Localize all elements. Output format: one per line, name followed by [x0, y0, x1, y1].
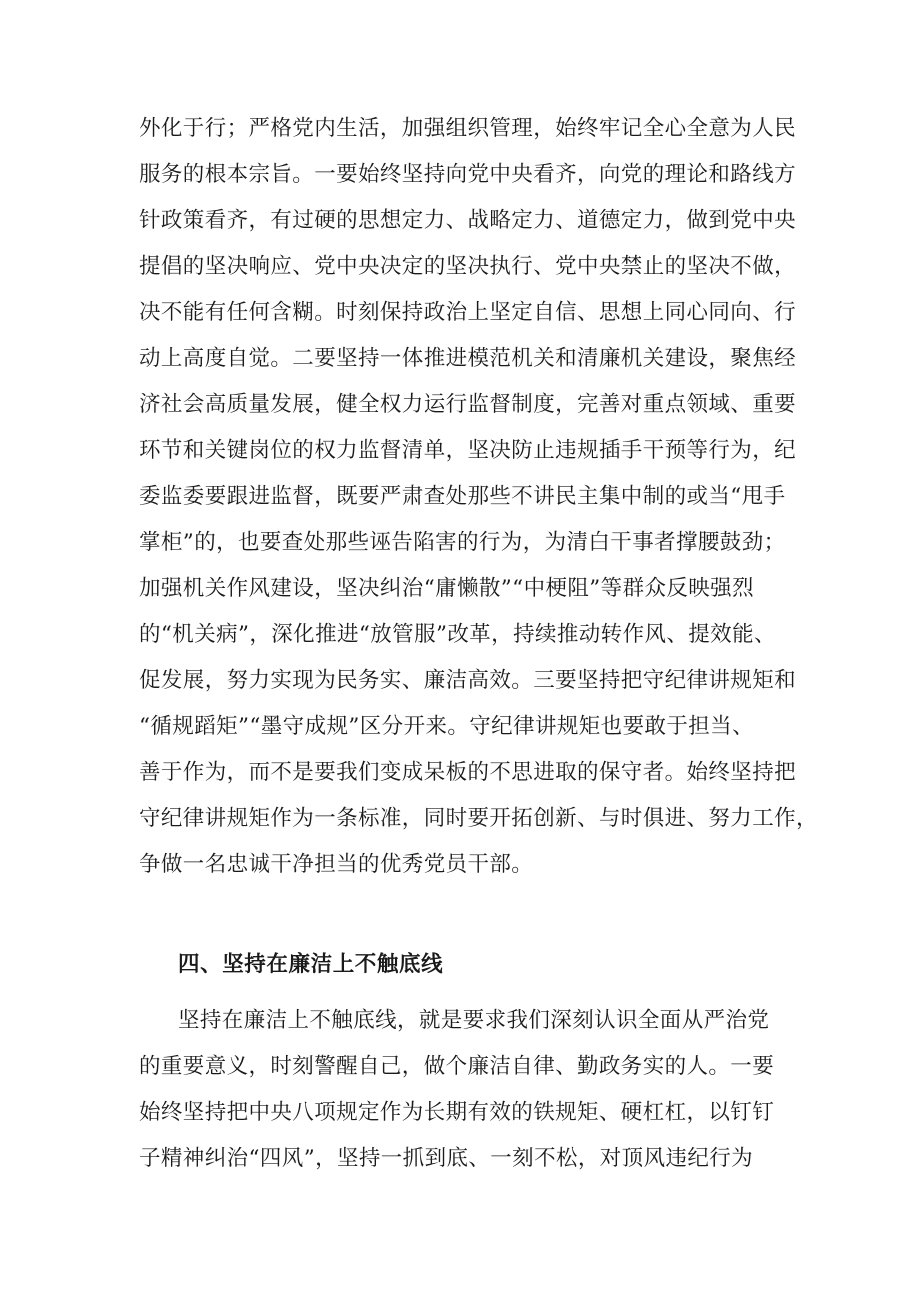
paragraph-line: 子精神纠治“四风”，坚持一抓到底、一刻不松，对顶风违纪行为: [139, 1146, 754, 1171]
paragraph-line: 针政策看齐，有过硬的思想定力、战略定力、道德定力，做到党中央: [139, 208, 797, 233]
paragraph-line: 外化于行；严格党内生活，加强组织管理，始终牢记全心全意为人民: [139, 116, 797, 141]
paragraph-line: 环节和关键岗位的权力监督清单，坚决防止违规插手干预等行为，纪: [139, 438, 797, 463]
paragraph-line: 善于作为，而不是要我们变成呆板的不思进取的保守者。始终坚持把: [139, 760, 797, 785]
paragraph-line: 服务的根本宗旨。一要始终坚持向党中央看齐，向党的理论和路线方: [139, 162, 797, 187]
paragraph-line: 济社会高质量发展，健全权力运行监督制度，完善对重点领域、重要: [139, 392, 797, 417]
paragraph-line: 守纪律讲规矩作为一条标准，同时要开拓创新、与时俱进、努力工作，: [139, 806, 818, 831]
paragraph-line: 决不能有任何含糊。时刻保持政治上坚定自信、思想上同心同向、行: [139, 300, 797, 325]
section-heading: 四、坚持在廉洁上不触底线: [178, 952, 444, 977]
paragraph-line: 促发展，努力实现为民务实、廉洁高效。三要坚持把守纪律讲规矩和: [139, 668, 797, 693]
paragraph-line: 的“机关病”，深化推进“放管服”改革，持续推动转作风、提效能、: [139, 622, 776, 647]
paragraph-line: 提倡的坚决响应、党中央决定的坚决执行、党中央禁止的坚决不做，: [139, 254, 797, 279]
paragraph-line: “循规蹈矩”“墨守成规”区分开来。守纪律讲规矩也要敢于担当、: [139, 714, 754, 739]
paragraph-line: 争做一名忠诚干净担当的优秀党员干部。: [139, 852, 534, 877]
paragraph-line: 始终坚持把中央八项规定作为长期有效的铁规矩、硬杠杠，以钉钉: [139, 1100, 775, 1125]
paragraph-line: 掌柜”的，也要查处那些诬告陷害的行为，为清白干事者撑腰鼓劲；: [139, 530, 786, 555]
paragraph-line: 的重要意义，时刻警醒自己，做个廉洁自律、勤政务实的人。一要: [139, 1054, 775, 1079]
paragraph-line: 加强机关作风建设，坚决纠治“庸懒散”“中梗阻”等群众反映强烈: [139, 576, 754, 601]
paragraph-line: 委监委要跟进监督，既要严肃查处那些不讲民主集中制的或当“甩手: [139, 484, 786, 509]
paragraph-line: 动上高度自觉。二要坚持一体推进模范机关和清廉机关建设，聚焦经: [139, 346, 797, 371]
paragraph-line: 坚持在廉洁上不触底线，就是要求我们深刻认识全面从严治党: [178, 1008, 770, 1033]
